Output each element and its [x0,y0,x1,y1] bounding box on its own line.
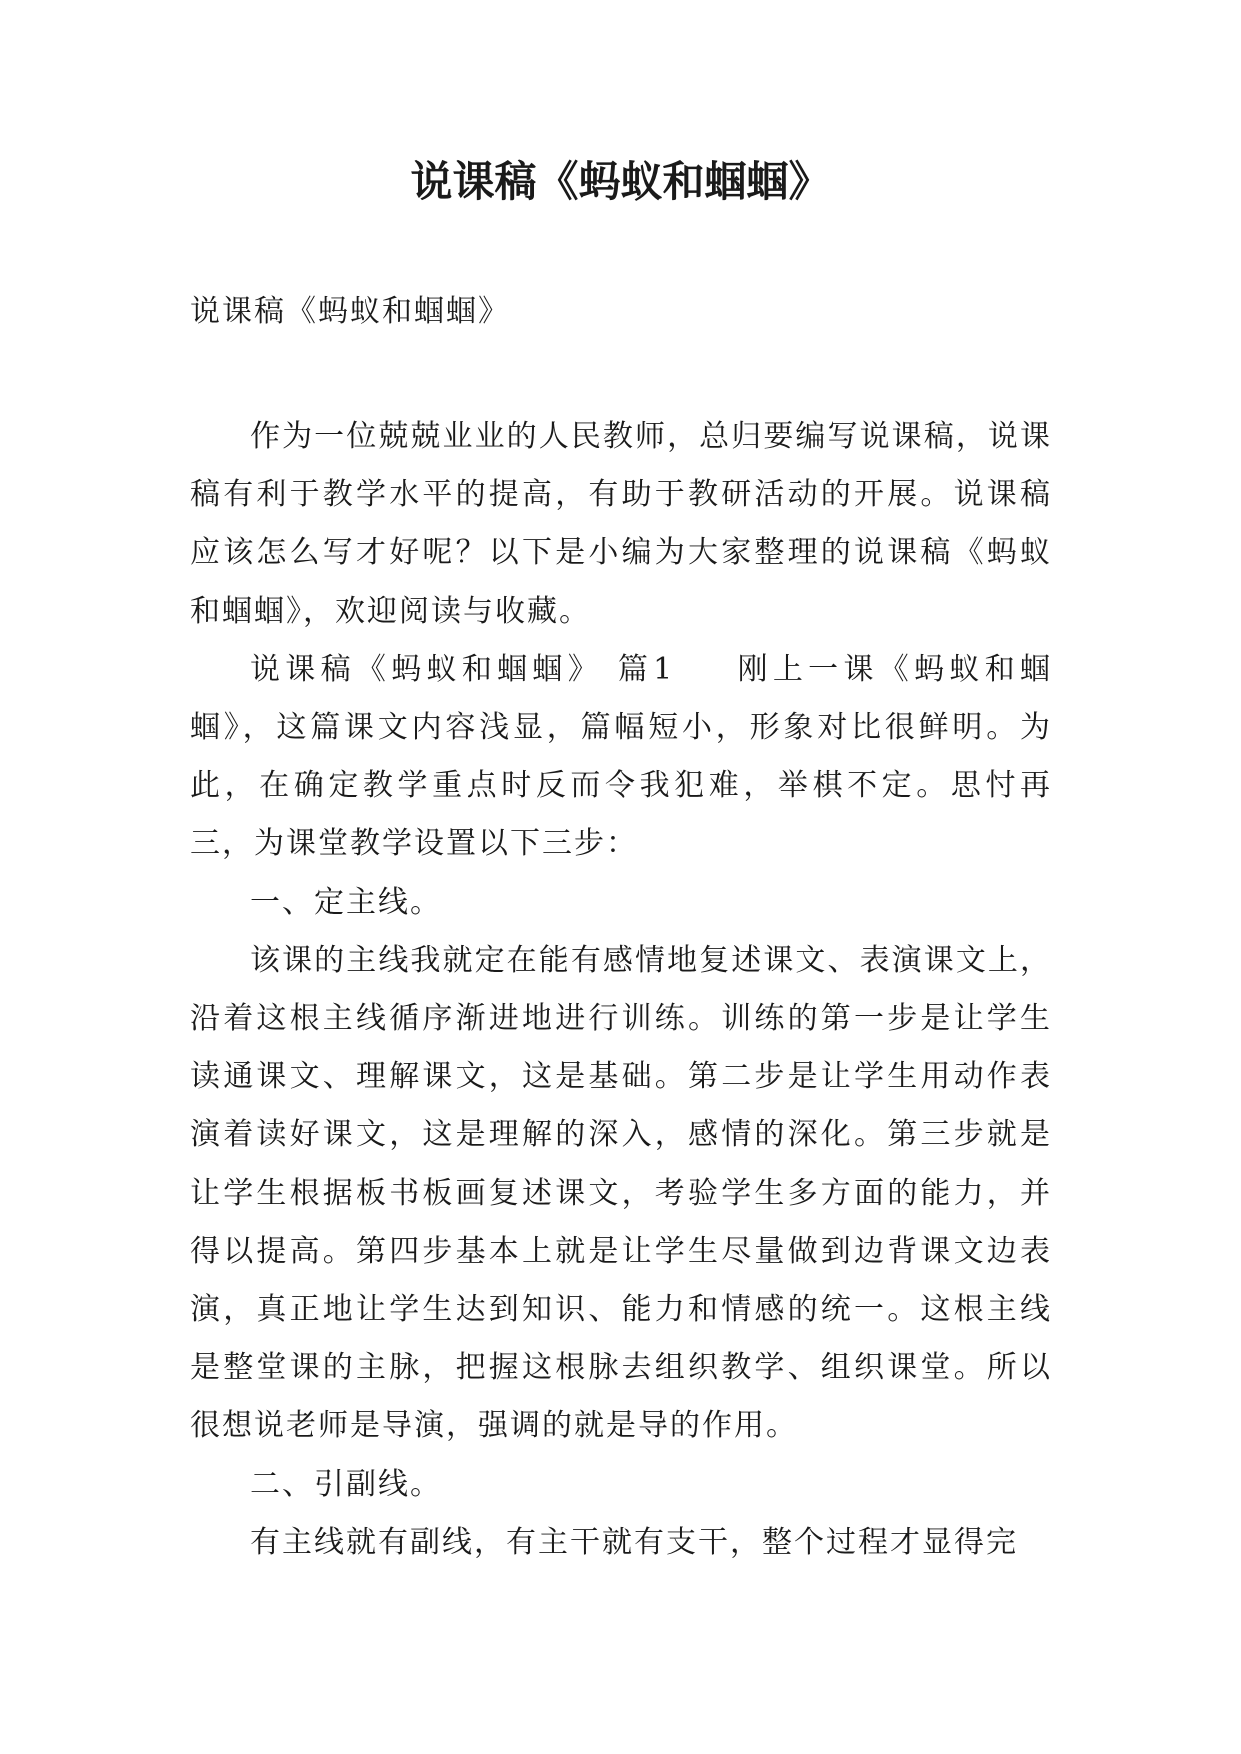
document-body [190,408,1052,1572]
mainline-paragraph: 该课的主线我就定在能有感情地复述课文、表演课文上，沿着这根主线循序渐进地进行训练。训练的第一步是让学生读通课文、理解课文，这是基础。第二步是让学生用动作表演着读好课文，这是理解的深入，感情的深化。第三步就是让学生根据板书板画复述课文，考验学生多方面的能力，并得以提高。第四步基本上就是让学生尽量做到边背课文边表演，真正地让学生达到知识、能力和情感的统一。这根主线是整堂课的主脉，把握这根脉去组织教学、组织课堂。所以很想说老师是导演，强调的就是导的作用。 [190,942,1052,1444]
section-heading-2: 二、引副线。 [250,1466,442,1502]
piece1-paragraph [190,641,1052,874]
document-subtitle: 说课稿《蚂蚁和蝈蝈》 [190,294,510,329]
piece1-text: 刚上一课《蚂蚁和蝈蝈》，这篇课文内容浅显，篇幅短小，形象对比很鲜明。为此，在确定教学重点时反而令我犯难，举棋不定。思忖再三，为课堂教学设置以下三步： [190,651,1052,862]
subline-paragraph: 有主线就有副线，有主干就有支干，整个过程才显得完 [250,1524,1018,1560]
document-title: 说课稿《蚂蚁和蝈蝈》 [410,157,831,206]
section-heading-1: 一、定主线。 [250,884,442,920]
piece1-label: 说课稿《蚂蚁和蝈蝈》 篇1 [250,651,675,687]
intro-paragraph: 作为一位兢兢业业的人民教师，总归要编写说课稿，说课稿有利于教学水平的提高，有助于教研活动的开展。说课稿应该怎么写才好呢？以下是小编为大家整理的说课稿《蚂蚁和蝈蝈》，欢迎阅读与收藏。 [190,419,1052,629]
